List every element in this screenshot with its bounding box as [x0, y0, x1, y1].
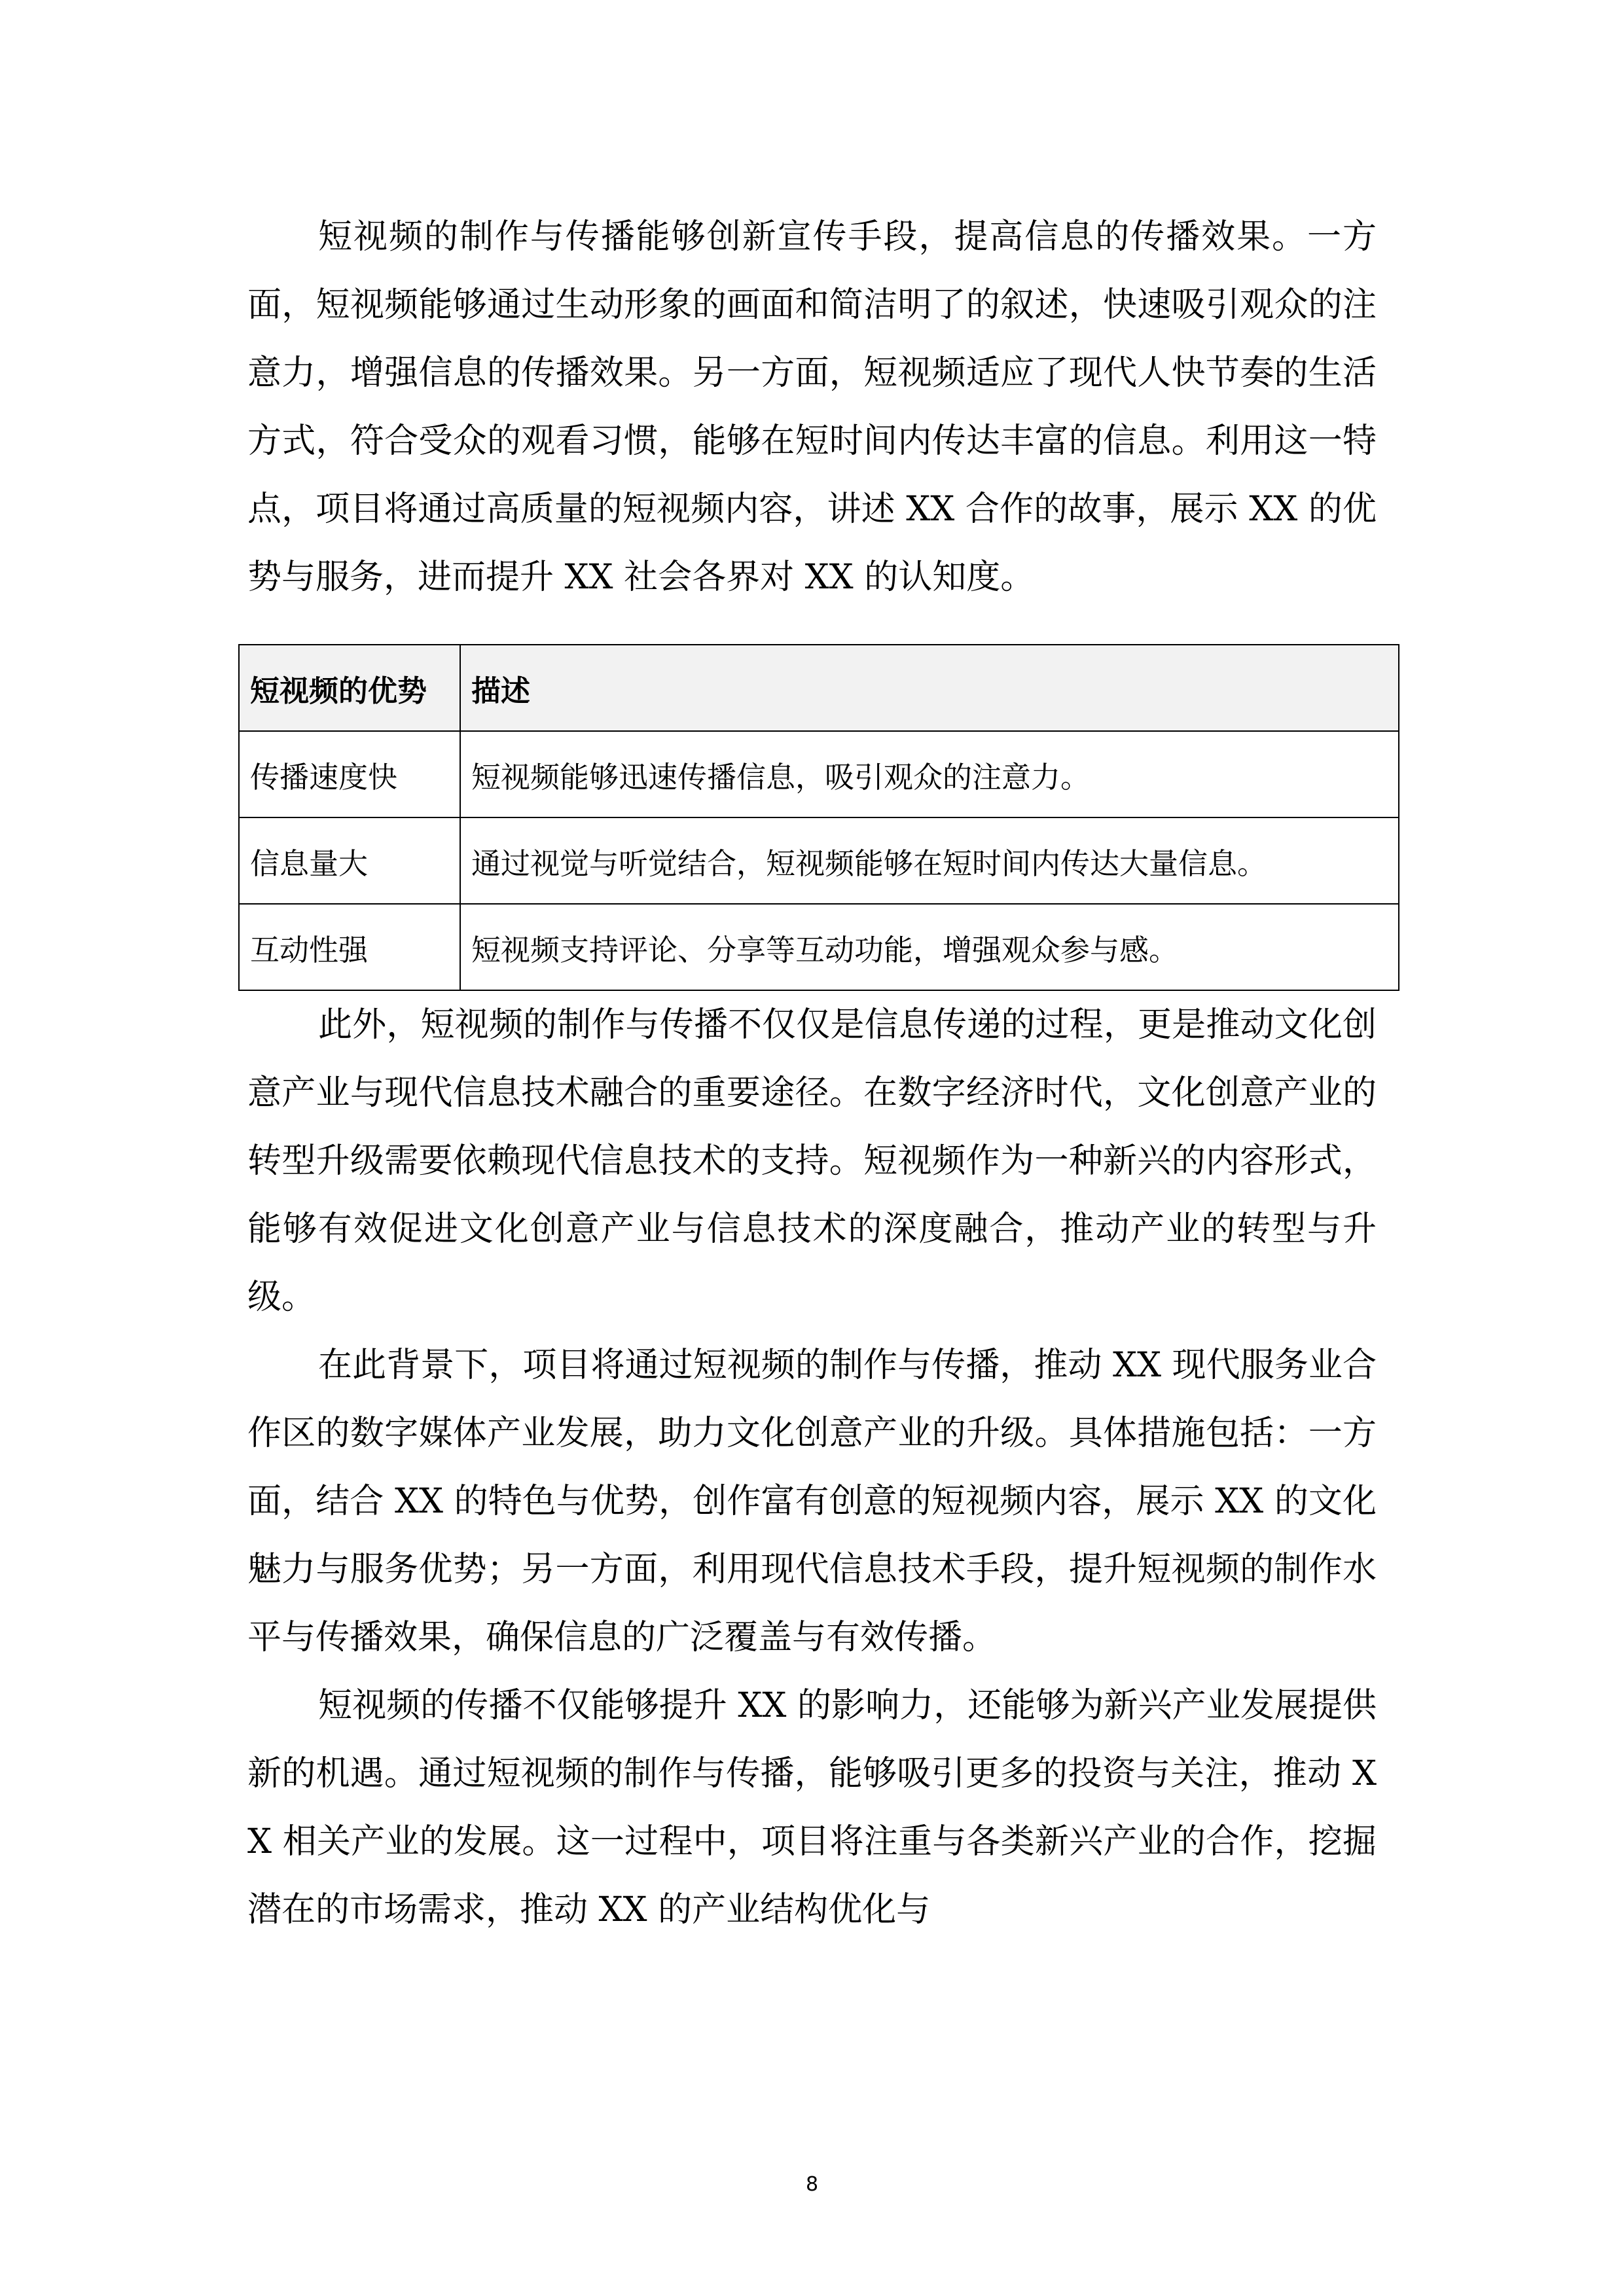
table-cell-advantage: 传播速度快 — [239, 731, 460, 817]
table-cell-description: 短视频支持评论、分享等互动功能，增强观众参与感。 — [460, 904, 1399, 990]
table-header-description: 描述 — [460, 645, 1399, 731]
paragraph-intro: 短视频的制作与传播能够创新宣传手段，提高信息的传播效果。一方面，短视频能够通过生动形象的画面和简洁明了的叙述，快速吸引观众的注意力，增强信息的传播效果。另一方面，短视频适应了现代人快节奏的生活方式，符合受众的观看习惯，能够在短时间内传达丰富的信息。利用这一特点，项目将通过高质量的短视频内容，讲述 XX 合作的故事，展示 XX 的优势与服务，进而提升 XX 社会各界对 XX 的认知度。 — [247, 217, 1377, 597]
paragraph-cultural-industry: 此外，短视频的制作与传播不仅仅是信息传递的过程，更是推动文化创意产业与现代信息技术融合的重要途径。在数字经济时代，文化创意产业的转型升级需要依赖现代信息技术的支持。短视频作为一种新兴的内容形式，能够有效促进文化创意产业与信息技术的深度融合，推动产业的转型与升级。 — [247, 1005, 1377, 1317]
table-row — [239, 731, 1399, 817]
table-cell-advantage: 互动性强 — [239, 904, 460, 990]
paragraph-project-measures: 在此背景下，项目将通过短视频的制作与传播，推动 XX 现代服务业合作区的数字媒体产业发展，助力文化创意产业的升级。具体措施包括：一方面，结合 XX 的特色与优势，创作富有创意的短视频内容，展示 XX 的文化魅力与服务优势；另一方面，利用现代信息技术手段，提升短视频的制作水平与传播效果，确保信息的广泛覆盖与有效传播。 — [247, 1346, 1377, 1657]
table-cell-advantage: 信息量大 — [239, 817, 460, 904]
table-header-advantage: 短视频的优势 — [239, 645, 460, 731]
advantages-table — [238, 644, 1399, 991]
paragraph-emerging-industries: 短视频的传播不仅能够提升 XX 的影响力，还能够为新兴产业发展提供新的机遇。通过短视频的制作与传播，能够吸引更多的投资与关注，推动 XX 相关产业的发展。这一过程中，项目将注重与各类新兴产业的合作，挖掘潜在的市场需求，推动 XX 的产业结构优化与 — [247, 1686, 1377, 1929]
table-cell-description: 短视频能够迅速传播信息，吸引观众的注意力。 — [460, 731, 1399, 817]
page-body — [247, 203, 1377, 1944]
page-number: 8 — [805, 2173, 819, 2196]
table-cell-description: 通过视觉与听觉结合，短视频能够在短时间内传达大量信息。 — [460, 817, 1399, 904]
table-row — [239, 817, 1399, 904]
table-header-row — [239, 645, 1399, 731]
table-row — [239, 904, 1399, 990]
